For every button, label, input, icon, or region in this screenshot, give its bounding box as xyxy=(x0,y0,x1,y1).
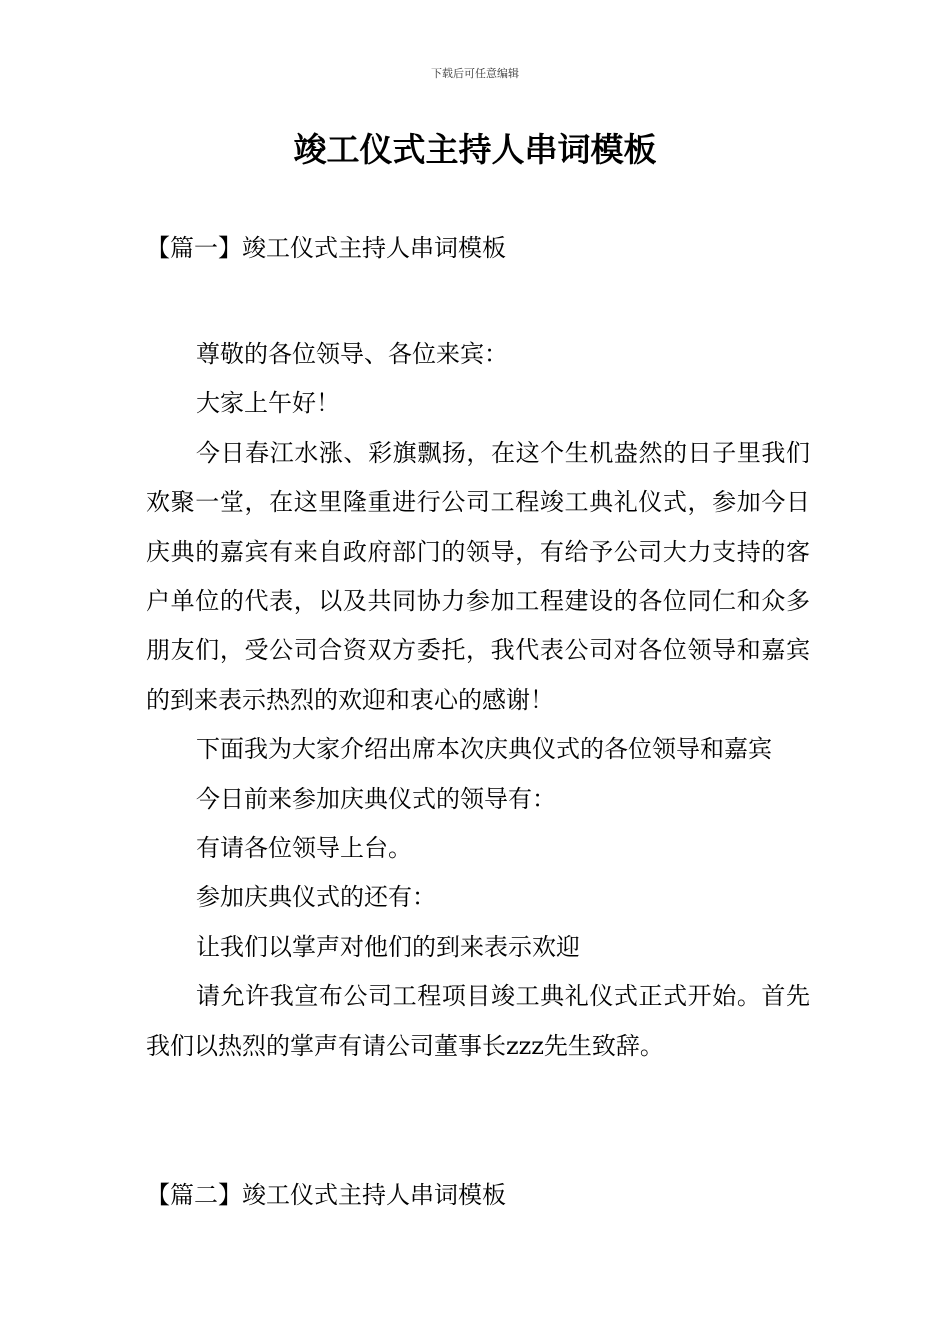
paragraph-welcome: 今日春江水涨、彩旗飘扬，在这个生机盎然的日子里我们欢聚一堂，在这里隆重进行公司工程竣工典礼仪式，参加今日庆典的嘉宾有来自政府部门的领导，有给予公司大力支持的客户单位的代表，以及共同协力参加工程建设的各位同仁和众多朋友们，受公司合资双方委托，我代表公司对各位领导和嘉宾的到来表示热烈的欢迎和衷心的感谢！ xyxy=(146,438,810,714)
paragraph-leaders: 今日前来参加庆典仪式的领导有： xyxy=(196,784,556,813)
paragraph-introduction: 下面我为大家介绍出席本次庆典仪式的各位领导和嘉宾 xyxy=(196,735,772,764)
paragraph-opening: 请允许我宣布公司工程项目竣工典礼仪式正式开始。首先我们以热烈的掌声有请公司董事长zzz先生致辞。 xyxy=(146,982,810,1060)
paragraph-attendees: 参加庆典仪式的还有： xyxy=(196,883,436,912)
paragraph-salutation: 尊敬的各位领导、各位来宾： xyxy=(196,340,508,368)
document-title: 竣工仪式主持人串词模板 xyxy=(293,130,657,169)
header-note: 下载后可任意编辑 xyxy=(431,67,519,80)
section-heading-2: 【篇二】竣工仪式主持人串词模板 xyxy=(146,1181,506,1209)
paragraph-greeting: 大家上午好！ xyxy=(196,389,340,418)
paragraph-invite-stage: 有请各位领导上台。 xyxy=(196,834,412,863)
section-heading-1: 【篇一】竣工仪式主持人串词模板 xyxy=(146,234,506,262)
body-text xyxy=(146,330,810,1071)
paragraph-applause: 让我们以掌声对他们的到来表示欢迎 xyxy=(196,932,580,961)
